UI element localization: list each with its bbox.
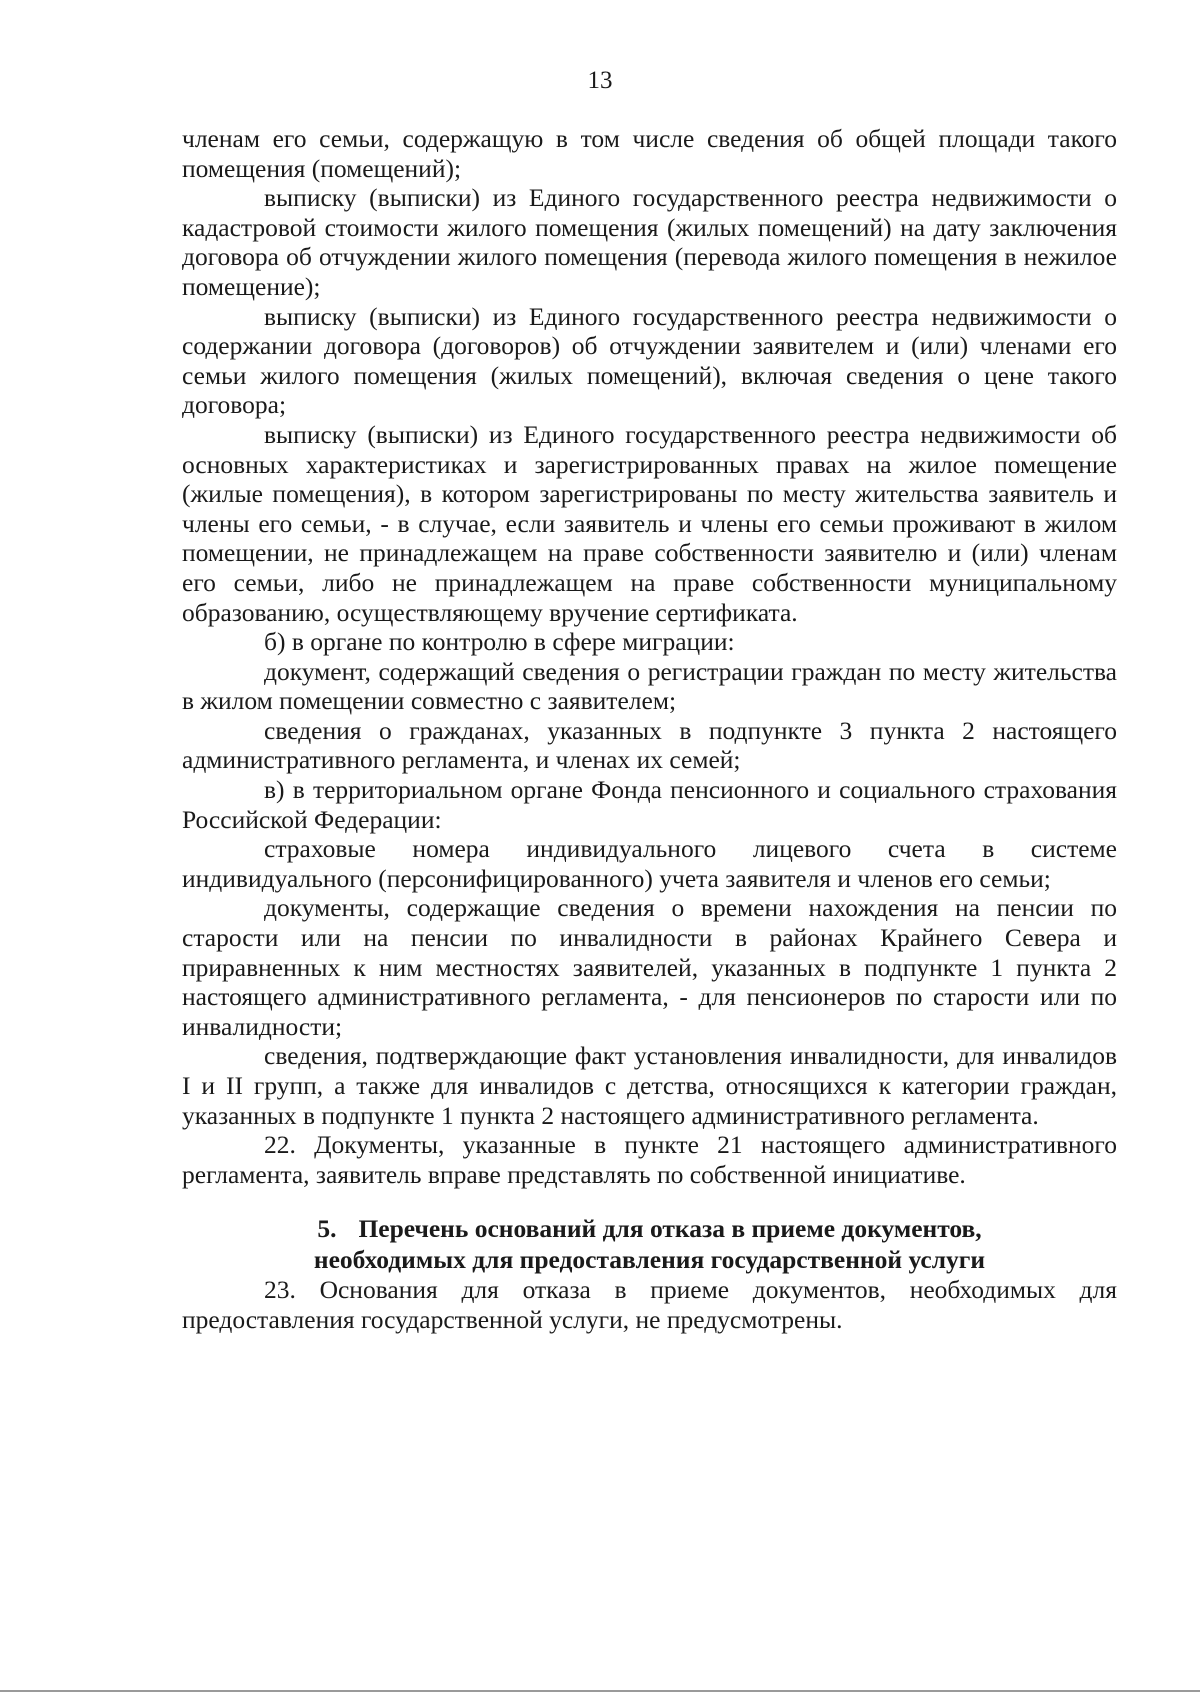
paragraph-pension-documents: документы, содержащие сведения о времени нахождения на пенсии по старости или на пенсии по инвалидности в районах Крайнего Севера и приравненных к ним местностях заявителей, указанных в подпункте 1 пункта 2 настоящего административного регламента, - для пенсионеров по старости или по инвалидности; — [182, 893, 1117, 1041]
paragraph-continuation: членам его семьи, содержащую в том числе сведения об общей площади такого помещения (помещений); — [182, 124, 1117, 183]
paragraph-disability-info: сведения, подтверждающие факт установления инвалидности, для инвалидов I и II групп, а также для инвалидов с детства, относящихся к категории граждан, указанных в подпункте 1 пункта 2 настоящего административного регламента. — [182, 1041, 1117, 1130]
paragraph-item-22: 22. Документы, указанные в пункте 21 настоящего административного регламента, заявитель вправе представлять по собственной инициативе. — [182, 1130, 1117, 1189]
paragraph-item-23: 23. Основания для отказа в приеме документов, необходимых для предоставления государственной услуги, не предусмотрены. — [182, 1275, 1117, 1334]
paragraph-migration-authority: б) в органе по контролю в сфере миграции: — [264, 627, 735, 657]
document-body — [182, 124, 1117, 1335]
section-number: 5. — [317, 1214, 337, 1244]
scan-bottom-edge — [0, 1690, 1200, 1692]
paragraph-citizens-info: сведения о гражданах, указанных в подпункте 3 пункта 2 настоящего административного регламента, и членах их семей; — [182, 715, 1117, 775]
paragraph-registration-document: документ, содержащий сведения о регистрации граждан по месту жительства в жилом помещении совместно с заявителем; — [182, 656, 1117, 716]
section-heading — [182, 1213, 1117, 1275]
page-number: 13 — [587, 67, 613, 94]
paragraph-pension-fund: в) в территориальном органе Фонда пенсионного и социального страхования Российской Федерации: — [182, 775, 1117, 834]
paragraph-extract-contract: выписку (выписки) из Единого государственного реестра недвижимости о содержании договора (договоров) об отчуждении заявителем и (или) членами его семьи жилого помещения (жилых помещений), включая сведения о цене такого договора; — [182, 301, 1117, 420]
section-title-line-1: Перечень оснований для отказа в приеме документов, — [358, 1214, 982, 1244]
paragraph-extract-rights: выписку (выписки) из Единого государственного реестра недвижимости об основных характеристиках и зарегистрированных правах на жилое помещение (жилые помещения), в котором зарегистрированы по месту жительства заявитель и члены его семьи, - в случае, если заявитель и члены его семьи проживают в жилом помещении, не принадлежащем на праве собственности заявителю и (или) членам его семьи, либо не принадлежащем на праве собственности муниципальному образованию, осуществляющему вручение сертификата. — [182, 419, 1117, 627]
section-title-line-2: необходимых для предоставления государственной услуги — [313, 1245, 986, 1275]
paragraph-extract-cadastral-value: выписку (выписки) из Единого государственного реестра недвижимости о кадастровой стоимости жилого помещения (жилых помещений) на дату заключения договора об отчуждении жилого помещения (перевода жилого помещения в нежилое помещение); — [182, 183, 1117, 301]
paragraph-insurance-numbers: страховые номера индивидуального лицевого счета в системе индивидуального (персонифицированного) учета заявителя и членов его семьи; — [182, 834, 1117, 893]
section-heading-line-1 — [182, 1213, 1117, 1244]
